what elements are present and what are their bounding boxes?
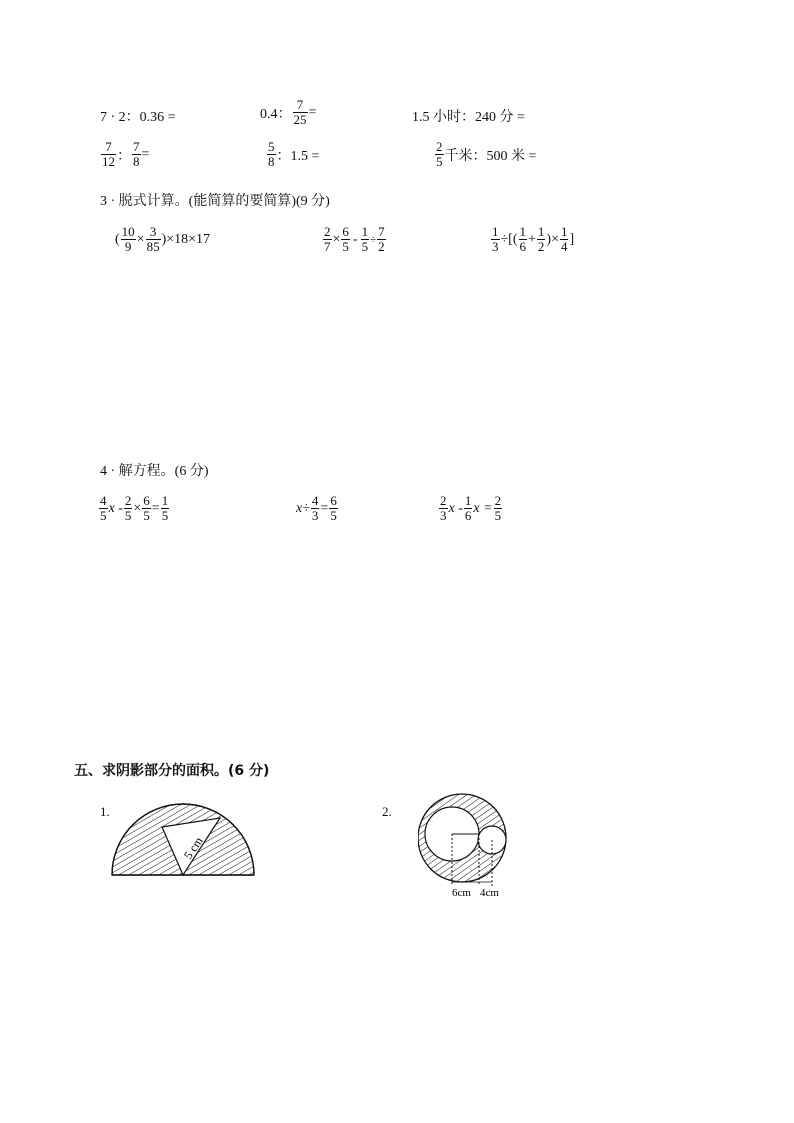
- expr-mid: ÷[(: [500, 231, 518, 247]
- section5-title: 五、求阴影部分的面积。(6 分): [74, 763, 270, 779]
- fraction: $\frac{1}{2}$: [537, 224, 545, 254]
- calc-expr-3: [490, 225, 574, 254]
- variable-x: x -: [448, 500, 463, 516]
- fraction: $\frac{1}{5}$: [361, 224, 369, 254]
- fraction: $\frac{1}{6}$: [519, 224, 527, 254]
- equation-2: [296, 494, 339, 523]
- ratio-2a-post: =: [141, 146, 150, 162]
- fraction: $\frac{7}{25}$: [293, 97, 307, 127]
- section3-title: 3 · 脱式计算。(能简算的要简算)(9 分): [100, 194, 330, 209]
- ratio-2a: [100, 140, 149, 169]
- ratio-1c: [412, 110, 525, 126]
- fraction: $\frac{6}{5}$: [143, 493, 150, 523]
- ratio-1b-post: =: [308, 104, 317, 120]
- ratio-1a: [100, 110, 176, 126]
- fraction: $\frac{2}{5}$: [436, 139, 443, 169]
- calc-expr-1: [115, 225, 210, 254]
- section4-title: 4 · 解方程。(6 分): [100, 464, 209, 479]
- figure-1-dimension: 5 cm: [180, 834, 206, 862]
- fraction: $\frac{6}{5}$: [330, 493, 337, 523]
- operator: ×: [332, 231, 341, 247]
- fraction: $\frac{7}{12}$: [102, 139, 115, 169]
- fraction: $\frac{3}{85}$: [146, 224, 160, 254]
- ratio-1b: [260, 98, 316, 127]
- operator: +: [528, 231, 536, 247]
- figure-2-number: 2.: [382, 804, 392, 819]
- figure-2-dimension-a: 6cm: [452, 887, 471, 899]
- operator: ×: [133, 500, 142, 516]
- equation-1: [98, 494, 170, 523]
- fraction: $\frac{7}{2}$: [378, 224, 385, 254]
- bracket-close: ]: [569, 231, 575, 247]
- ratio-2c-post: 千米：500 米 =: [444, 148, 537, 164]
- variable-x: x -: [108, 500, 123, 516]
- variable-x: x =: [473, 500, 493, 516]
- fraction: $\frac{1}{4}$: [560, 224, 568, 254]
- fraction: $\frac{10}{9}$: [121, 224, 135, 254]
- fraction: $\frac{2}{7}$: [324, 224, 331, 254]
- fraction: $\frac{6}{5}$: [342, 224, 349, 254]
- fraction: $\frac{1}{3}$: [492, 224, 499, 254]
- calc-expr-2: [322, 225, 387, 254]
- ratio-2b-post: ：1.5 =: [276, 148, 320, 164]
- operator: ×: [136, 231, 145, 247]
- operator: -: [352, 231, 358, 247]
- fraction: $\frac{2}{5}$: [494, 493, 502, 523]
- equals: =: [320, 500, 329, 516]
- figure-1-semicircle: [108, 800, 258, 880]
- expr-mid2: )×: [546, 231, 559, 247]
- figure-2-circles: [418, 786, 518, 900]
- ratio-1c-text: 1.5 小时：240 分 =: [412, 110, 525, 125]
- equals: =: [151, 500, 160, 516]
- fraction: $\frac{7}{8}$: [133, 139, 140, 169]
- fraction: $\frac{2}{5}$: [124, 493, 132, 523]
- fraction: $\frac{5}{8}$: [268, 139, 275, 169]
- fraction: $\frac{4}{3}$: [311, 493, 319, 523]
- fraction: $\frac{2}{3}$: [440, 493, 447, 523]
- fraction: $\frac{4}{5}$: [100, 493, 107, 523]
- ratio-1a-text: 7 · 2：0.36 =: [100, 110, 176, 125]
- ratio-2a-sep: ：: [117, 148, 131, 164]
- ratio-2c: [434, 140, 536, 169]
- equation-3: [438, 494, 503, 523]
- expr-tail: )×18×17: [161, 231, 211, 247]
- variable-x: x÷: [296, 500, 310, 516]
- ratio-1b-pre: 0.4：: [260, 106, 292, 122]
- divide-operator: ÷: [370, 233, 377, 246]
- figure-2-dimension-b: 4cm: [480, 887, 499, 899]
- ratio-2b: [266, 140, 319, 169]
- figure-1-number: 1.: [100, 804, 110, 819]
- paren-open: (: [115, 231, 120, 247]
- fraction: $\frac{1}{6}$: [464, 493, 472, 523]
- fraction: $\frac{1}{5}$: [161, 493, 169, 523]
